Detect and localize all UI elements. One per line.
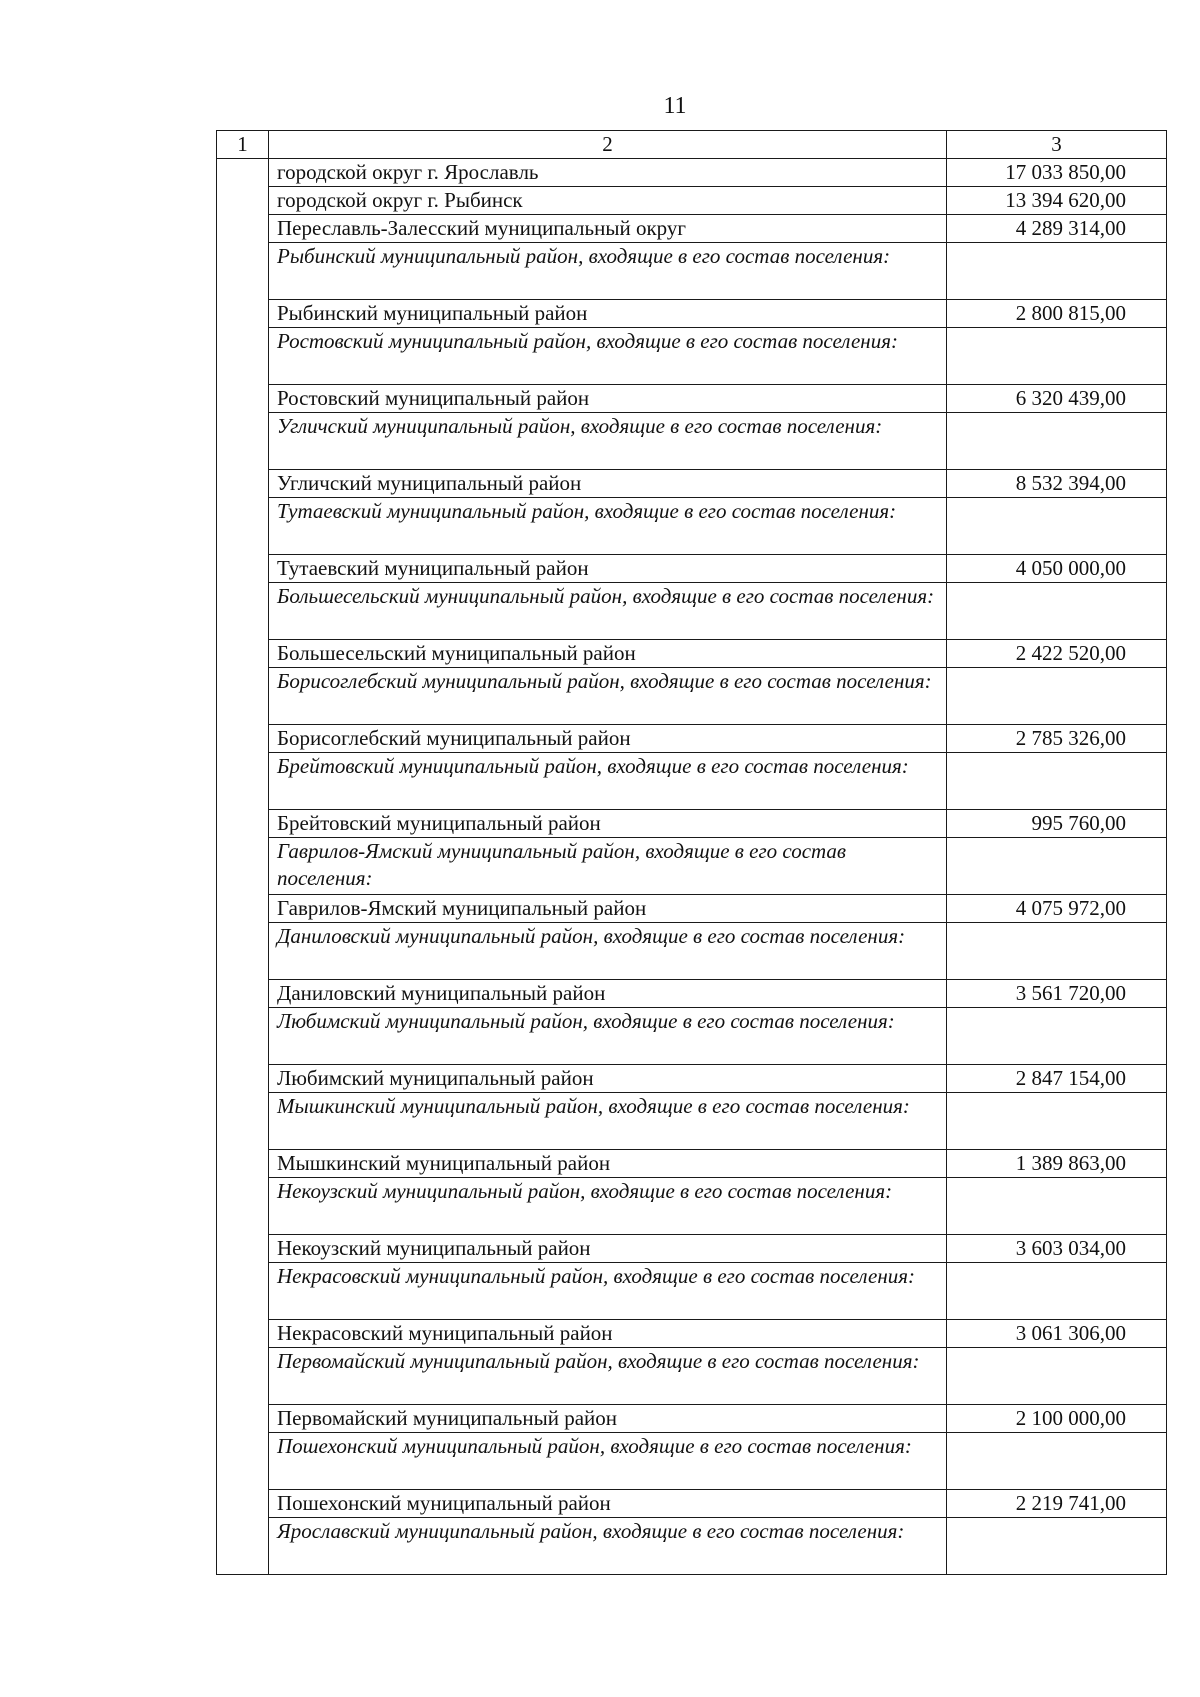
table-row bbox=[217, 895, 1167, 923]
allocation-table bbox=[216, 130, 1167, 1575]
district-name-cell: Некоузский муниципальный район bbox=[269, 1235, 947, 1263]
table-group-row bbox=[217, 498, 1167, 555]
table-row bbox=[217, 640, 1167, 668]
table-row bbox=[217, 159, 1167, 187]
amount-cell: 4 075 972,00 bbox=[947, 895, 1167, 923]
amount-cell bbox=[947, 1518, 1167, 1575]
table-body bbox=[217, 159, 1167, 1575]
row-number-cell bbox=[217, 1065, 269, 1093]
page-number: 11 bbox=[663, 93, 687, 119]
row-number-cell bbox=[217, 328, 269, 385]
group-heading-cell: Любимский муниципальный район, входящие в его состав поселения: bbox=[269, 1008, 947, 1065]
district-name-cell: Некрасовский муниципальный район bbox=[269, 1320, 947, 1348]
row-number-cell bbox=[217, 1320, 269, 1348]
row-number-cell bbox=[217, 838, 269, 895]
amount-cell: 4 289 314,00 bbox=[947, 215, 1167, 243]
row-number-cell bbox=[217, 668, 269, 725]
district-name-cell: Большесельский муниципальный район bbox=[269, 640, 947, 668]
amount-cell bbox=[947, 328, 1167, 385]
district-name-cell: Первомайский муниципальный район bbox=[269, 1405, 947, 1433]
amount-cell: 4 050 000,00 bbox=[947, 555, 1167, 583]
row-number-cell bbox=[217, 187, 269, 215]
district-name-cell: Ростовский муниципальный район bbox=[269, 385, 947, 413]
row-number-cell bbox=[217, 555, 269, 583]
table-group-row bbox=[217, 1093, 1167, 1150]
group-heading-cell: Ростовский муниципальный район, входящие в его состав поселения: bbox=[269, 328, 947, 385]
amount-cell bbox=[947, 1008, 1167, 1065]
row-number-cell bbox=[217, 413, 269, 470]
table-group-row bbox=[217, 1518, 1167, 1575]
table-group-row bbox=[217, 1433, 1167, 1490]
amount-cell: 2 219 741,00 bbox=[947, 1490, 1167, 1518]
row-number-cell bbox=[217, 1348, 269, 1405]
amount-cell bbox=[947, 1178, 1167, 1235]
table-group-row bbox=[217, 583, 1167, 640]
group-heading-cell: Рыбинский муниципальный район, входящие в его состав поселения: bbox=[269, 243, 947, 300]
district-name-cell: Угличский муниципальный район bbox=[269, 470, 947, 498]
row-number-cell bbox=[217, 1518, 269, 1575]
table-group-row bbox=[217, 753, 1167, 810]
table-group-row bbox=[217, 243, 1167, 300]
row-number-cell bbox=[217, 583, 269, 640]
table-group-row bbox=[217, 923, 1167, 980]
amount-cell: 17 033 850,00 bbox=[947, 159, 1167, 187]
group-heading-cell: Гаврилов-Ямский муниципальный район, входящие в его состав поселения: bbox=[269, 838, 947, 895]
table-row bbox=[217, 385, 1167, 413]
amount-cell bbox=[947, 1433, 1167, 1490]
amount-cell: 2 800 815,00 bbox=[947, 300, 1167, 328]
row-number-cell bbox=[217, 215, 269, 243]
group-heading-cell: Борисоглебский муниципальный район, входящие в его состав поселения: bbox=[269, 668, 947, 725]
amount-cell: 13 394 620,00 bbox=[947, 187, 1167, 215]
district-name-cell: Даниловский муниципальный район bbox=[269, 980, 947, 1008]
row-number-cell bbox=[217, 1235, 269, 1263]
group-heading-cell: Ярославский муниципальный район, входящие в его состав поселения: bbox=[269, 1518, 947, 1575]
amount-cell: 2 100 000,00 bbox=[947, 1405, 1167, 1433]
group-heading-cell: Угличский муниципальный район, входящие в его состав поселения: bbox=[269, 413, 947, 470]
row-number-cell bbox=[217, 753, 269, 810]
table-group-row bbox=[217, 1008, 1167, 1065]
amount-cell bbox=[947, 413, 1167, 470]
table-row bbox=[217, 1235, 1167, 1263]
table-row bbox=[217, 1150, 1167, 1178]
amount-cell: 8 532 394,00 bbox=[947, 470, 1167, 498]
amount-cell: 3 561 720,00 bbox=[947, 980, 1167, 1008]
row-number-cell bbox=[217, 300, 269, 328]
row-number-cell bbox=[217, 640, 269, 668]
table-group-row bbox=[217, 413, 1167, 470]
row-number-cell bbox=[217, 923, 269, 980]
amount-cell bbox=[947, 1263, 1167, 1320]
amount-cell bbox=[947, 1093, 1167, 1150]
group-heading-cell: Большесельский муниципальный район, входящие в его состав поселения: bbox=[269, 583, 947, 640]
table-row bbox=[217, 1320, 1167, 1348]
amount-cell bbox=[947, 753, 1167, 810]
table-group-row bbox=[217, 328, 1167, 385]
group-heading-cell: Первомайский муниципальный район, входящие в его состав поселения: bbox=[269, 1348, 947, 1405]
table-row bbox=[217, 555, 1167, 583]
row-number-cell bbox=[217, 385, 269, 413]
amount-cell: 2 847 154,00 bbox=[947, 1065, 1167, 1093]
table-group-row bbox=[217, 838, 1167, 895]
group-heading-cell: Мышкинский муниципальный район, входящие в его состав поселения: bbox=[269, 1093, 947, 1150]
amount-cell: 1 389 863,00 bbox=[947, 1150, 1167, 1178]
district-name-cell: Тутаевский муниципальный район bbox=[269, 555, 947, 583]
district-name-cell: Мышкинский муниципальный район bbox=[269, 1150, 947, 1178]
amount-cell: 3 061 306,00 bbox=[947, 1320, 1167, 1348]
amount-cell: 2 785 326,00 bbox=[947, 725, 1167, 753]
amount-cell bbox=[947, 1348, 1167, 1405]
row-number-cell bbox=[217, 243, 269, 300]
row-number-cell bbox=[217, 1093, 269, 1150]
table-group-row bbox=[217, 668, 1167, 725]
table-row bbox=[217, 300, 1167, 328]
district-name-cell: городской округ г. Рыбинск bbox=[269, 187, 947, 215]
district-name-cell: Пошехонский муниципальный район bbox=[269, 1490, 947, 1518]
row-number-cell bbox=[217, 1008, 269, 1065]
group-heading-cell: Некрасовский муниципальный район, входящие в его состав поселения: bbox=[269, 1263, 947, 1320]
amount-cell: 2 422 520,00 bbox=[947, 640, 1167, 668]
row-number-cell bbox=[217, 980, 269, 1008]
amount-cell bbox=[947, 243, 1167, 300]
column-header-2: 2 bbox=[269, 131, 947, 159]
row-number-cell bbox=[217, 1178, 269, 1235]
row-number-cell bbox=[217, 725, 269, 753]
table-row bbox=[217, 725, 1167, 753]
row-number-cell bbox=[217, 1405, 269, 1433]
district-name-cell: Гаврилов-Ямский муниципальный район bbox=[269, 895, 947, 923]
group-heading-cell: Некоузский муниципальный район, входящие в его состав поселения: bbox=[269, 1178, 947, 1235]
row-number-cell bbox=[217, 1263, 269, 1320]
row-number-cell bbox=[217, 498, 269, 555]
district-name-cell: Брейтовский муниципальный район bbox=[269, 810, 947, 838]
table-row bbox=[217, 1065, 1167, 1093]
table-row bbox=[217, 215, 1167, 243]
amount-cell bbox=[947, 668, 1167, 725]
row-number-cell bbox=[217, 810, 269, 838]
amount-cell: 995 760,00 bbox=[947, 810, 1167, 838]
group-heading-cell: Брейтовский муниципальный район, входящие в его состав поселения: bbox=[269, 753, 947, 810]
district-name-cell: Переславль-Залесский муниципальный округ bbox=[269, 215, 947, 243]
row-number-cell bbox=[217, 1490, 269, 1518]
amount-cell bbox=[947, 923, 1167, 980]
table-row bbox=[217, 810, 1167, 838]
amount-cell bbox=[947, 498, 1167, 555]
group-heading-cell: Тутаевский муниципальный район, входящие в его состав поселения: bbox=[269, 498, 947, 555]
district-name-cell: городской округ г. Ярославль bbox=[269, 159, 947, 187]
row-number-cell bbox=[217, 895, 269, 923]
amount-cell bbox=[947, 838, 1167, 895]
table-row bbox=[217, 470, 1167, 498]
group-heading-cell: Пошехонский муниципальный район, входящие в его состав поселения: bbox=[269, 1433, 947, 1490]
amount-cell: 3 603 034,00 bbox=[947, 1235, 1167, 1263]
row-number-cell bbox=[217, 470, 269, 498]
table-row bbox=[217, 1405, 1167, 1433]
district-name-cell: Борисоглебский муниципальный район bbox=[269, 725, 947, 753]
district-name-cell: Любимский муниципальный район bbox=[269, 1065, 947, 1093]
group-heading-cell: Даниловский муниципальный район, входящие в его состав поселения: bbox=[269, 923, 947, 980]
table-header-row bbox=[217, 131, 1167, 159]
amount-cell: 6 320 439,00 bbox=[947, 385, 1167, 413]
table-row bbox=[217, 1490, 1167, 1518]
table-row bbox=[217, 980, 1167, 1008]
table-group-row bbox=[217, 1178, 1167, 1235]
table-group-row bbox=[217, 1263, 1167, 1320]
column-header-1: 1 bbox=[217, 131, 269, 159]
amount-cell bbox=[947, 583, 1167, 640]
table-row bbox=[217, 187, 1167, 215]
table-group-row bbox=[217, 1348, 1167, 1405]
column-header-3: 3 bbox=[947, 131, 1167, 159]
row-number-cell bbox=[217, 159, 269, 187]
district-name-cell: Рыбинский муниципальный район bbox=[269, 300, 947, 328]
row-number-cell bbox=[217, 1150, 269, 1178]
row-number-cell bbox=[217, 1433, 269, 1490]
